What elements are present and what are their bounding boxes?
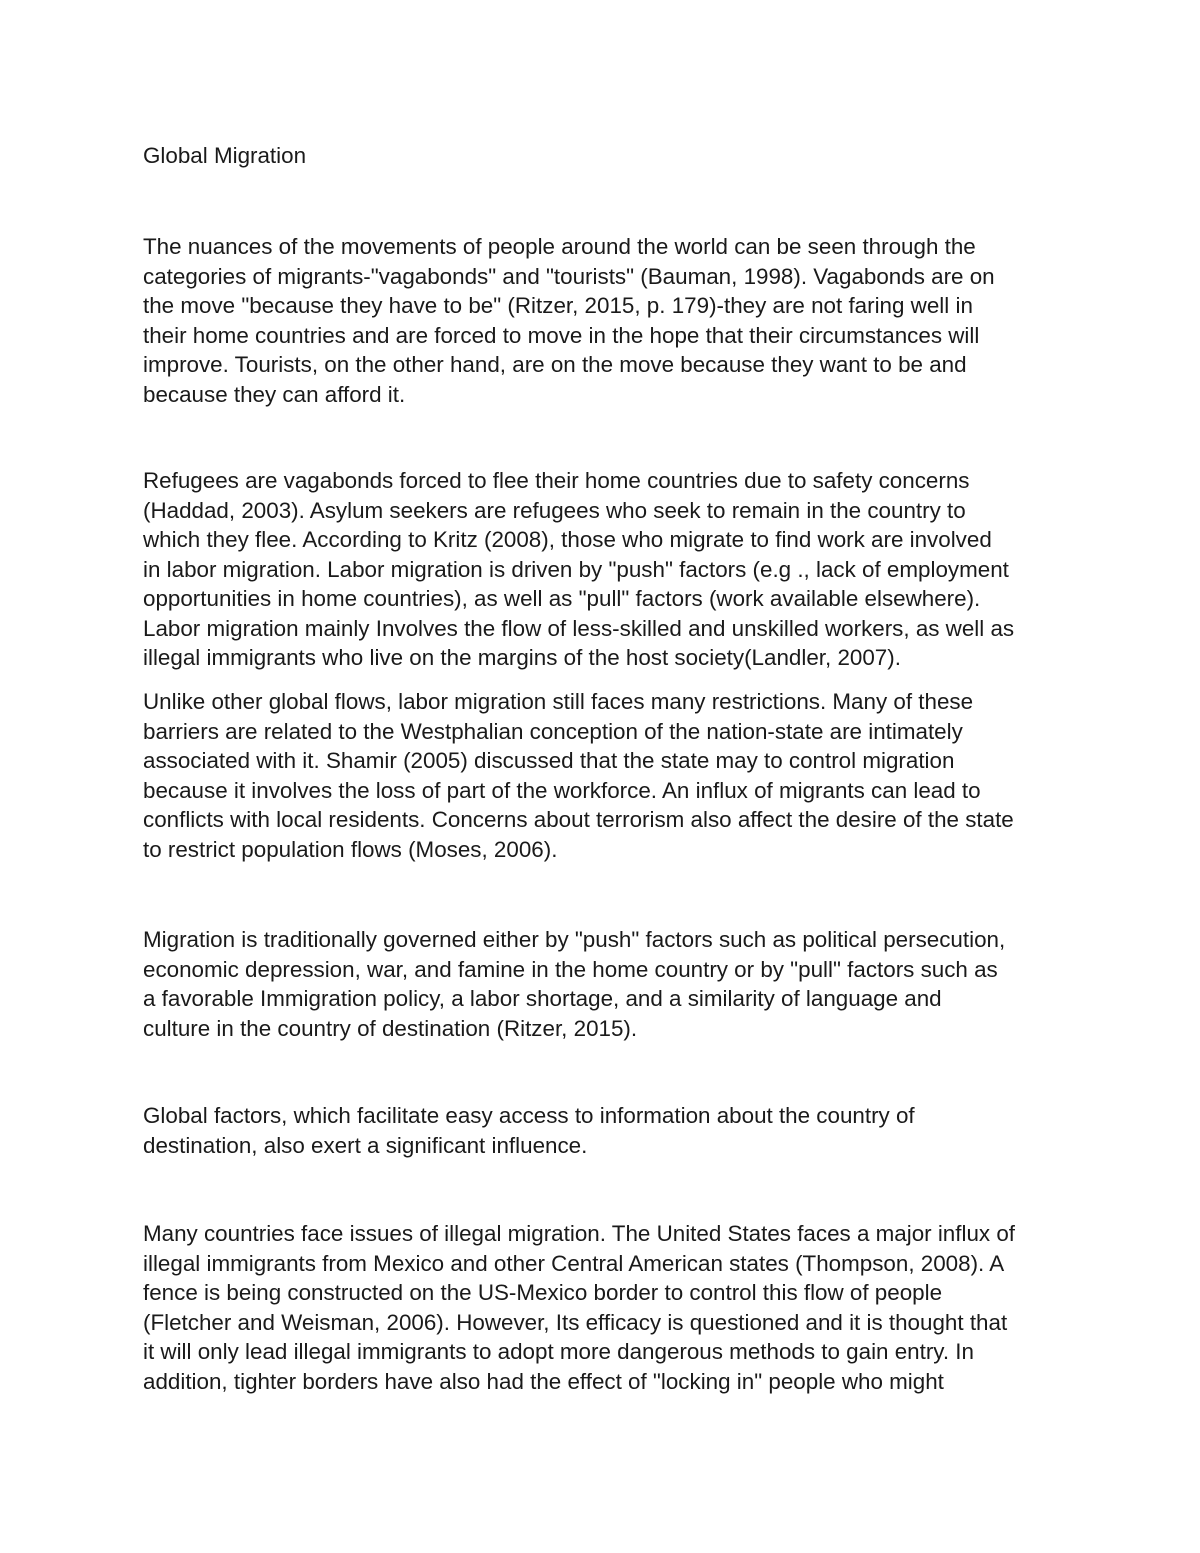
- paragraph: [143, 232, 995, 409]
- text-line: which they flee. According to Kritz (2008), those who migrate to find work are involved: [143, 527, 992, 552]
- text-line: Refugees are vagabonds forced to flee their home countries due to safety concerns: [143, 468, 970, 493]
- text-line: their home countries and are forced to move in the hope that their circumstances will: [143, 322, 980, 348]
- text-line: (Fletcher and Weisman, 2006). However, Its efficacy is questioned and it is thought that: [143, 1309, 1008, 1335]
- text-line: because it involves the loss of part of the workforce. An influx of migrants can lead to: [143, 777, 981, 803]
- text-line: because they can afford it.: [143, 381, 406, 407]
- text-line: opportunities in home countries), as well as "pull" factors (work available elsewhere).: [143, 586, 981, 611]
- document-title: Global Migration: [143, 143, 307, 168]
- text-line: economic depression, war, and famine in the home country or by "pull" factors such as: [143, 956, 998, 982]
- text-line: addition, tighter borders have also had the effect of "locking in" people who might: [143, 1368, 944, 1394]
- text-line: fence is being constructed on the US-Mexico border to control this flow of people: [143, 1280, 943, 1305]
- text-line: categories of migrants-"vagabonds" and "tourists" (Bauman, 1998). Vagabonds are on: [143, 263, 995, 289]
- text-line: Global factors, which facilitate easy access to information about the country of: [143, 1103, 915, 1128]
- text-line: in labor migration. Labor migration is driven by "push" factors (e.g ., lack of employment: [143, 556, 1009, 582]
- text-line: Labor migration mainly Involves the flow of less-skilled and unskilled workers, as well as: [143, 615, 1015, 641]
- text-line: illegal immigrants who live on the margins of the host society(Landler, 2007).: [143, 645, 901, 670]
- paragraph: [143, 466, 1014, 673]
- text-line: Many countries face issues of illegal migration. The United States faces a major influx of: [143, 1221, 1015, 1246]
- text-line: to restrict population flows (Moses, 2006).: [143, 836, 558, 862]
- text-line: culture in the country of destination (Ritzer, 2015).: [143, 1015, 638, 1041]
- text-line: a favorable Immigration policy, a labor shortage, and a similarity of language and: [143, 986, 942, 1011]
- text-line: Migration is traditionally governed either by "push" factors such as political persecution,: [143, 927, 1006, 952]
- text-line: the move "because they have to be" (Ritzer, 2015, p. 179)-they are not faring well in: [143, 293, 973, 318]
- text-line: improve. Tourists, on the other hand, are on the move because they want to be and: [143, 352, 967, 377]
- text-line: conflicts with local residents. Concerns about terrorism also affect the desire of the state: [143, 807, 1014, 832]
- text-line: Unlike other global flows, labor migration still faces many restrictions. Many of these: [143, 689, 974, 714]
- text-line: The nuances of the movements of people around the world can be seen through the: [143, 234, 976, 259]
- paragraph: [143, 925, 1005, 1043]
- text-line: it will only lead illegal immigrants to adopt more dangerous methods to gain entry. In: [143, 1339, 974, 1364]
- paragraph: [143, 1101, 915, 1160]
- text-line: destination, also exert a significant influence.: [143, 1132, 588, 1158]
- text-line: (Haddad, 2003). Asylum seekers are refugees who seek to remain in the country to: [143, 497, 966, 523]
- text-line: barriers are related to the Westphalian conception of the nation-state are intimately: [143, 718, 963, 744]
- paragraph: [143, 1219, 1015, 1396]
- text-line: associated with it. Shamir (2005) discussed that the state may to control migration: [143, 748, 955, 773]
- paragraph: [143, 687, 1014, 864]
- text-line: illegal immigrants from Mexico and other Central American states (Thompson, 2008). A: [143, 1250, 1005, 1276]
